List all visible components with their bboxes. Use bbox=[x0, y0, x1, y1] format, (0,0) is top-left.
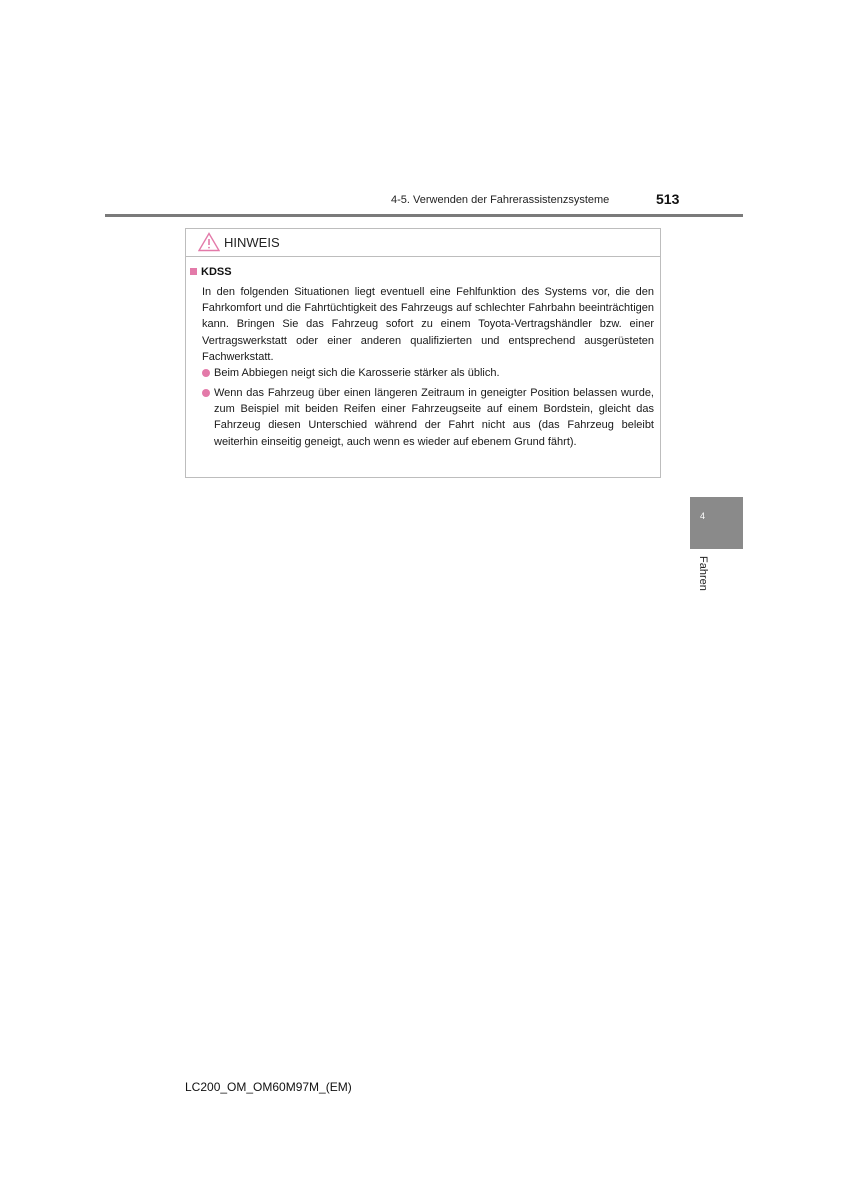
footer-document-code: LC200_OM_OM60M97M_(EM) bbox=[185, 1080, 352, 1094]
section-heading-label: KDSS bbox=[201, 266, 232, 278]
page-number: 513 bbox=[656, 191, 680, 207]
chapter-label: Fahren bbox=[697, 556, 709, 591]
list-item-text: Beim Abbiegen neigt sich die Karosserie stärker als üblich. bbox=[214, 367, 500, 379]
bullet-dot-icon bbox=[202, 369, 210, 377]
notice-paragraph: In den folgenden Situationen liegt eventuell eine Fehlfunktion des Systems vor, die den Fahrkomfort und die Fahrtüchtigkeit des Fahrzeugs auf schlechter Fahrbahn beeinträchtigen kann. Bringen Sie das Fahrzeug sofort zu einem Toyota-Vertragshändler bzw. einer Vertragswerkstatt oder einer anderen qualifizierten und entsprechend ausgerüsteten Fachwerkstatt. bbox=[202, 286, 654, 363]
chapter-number: 4 bbox=[700, 511, 706, 521]
section-heading bbox=[190, 266, 232, 278]
square-bullet-icon bbox=[190, 268, 197, 275]
bullet-dot-icon bbox=[202, 389, 210, 397]
notice-title-bar bbox=[186, 229, 660, 257]
list-item bbox=[214, 385, 654, 450]
section-title: 4-5. Verwenden der Fahrerassistenzsysteme bbox=[391, 194, 610, 206]
list-item bbox=[214, 365, 654, 381]
notice-title: HINWEIS bbox=[224, 235, 280, 250]
chapter-tab bbox=[690, 497, 743, 549]
header-divider bbox=[105, 214, 743, 217]
warning-triangle-icon bbox=[198, 232, 220, 252]
notice-box bbox=[185, 228, 661, 478]
list-item-text: Wenn das Fahrzeug über einen längeren Zeitraum in geneigter Position belassen wurde, zum Beispiel mit beiden Reifen einer Fahrzeugseite auf einem Bordstein, gleicht das Fahrzeug diesen Unterschied während der Fahrt nicht aus (das Fahrzeug beleibt weiterhin einseitig geneigt, auch wenn es wieder auf ebenem Grund fährt). bbox=[214, 387, 654, 448]
